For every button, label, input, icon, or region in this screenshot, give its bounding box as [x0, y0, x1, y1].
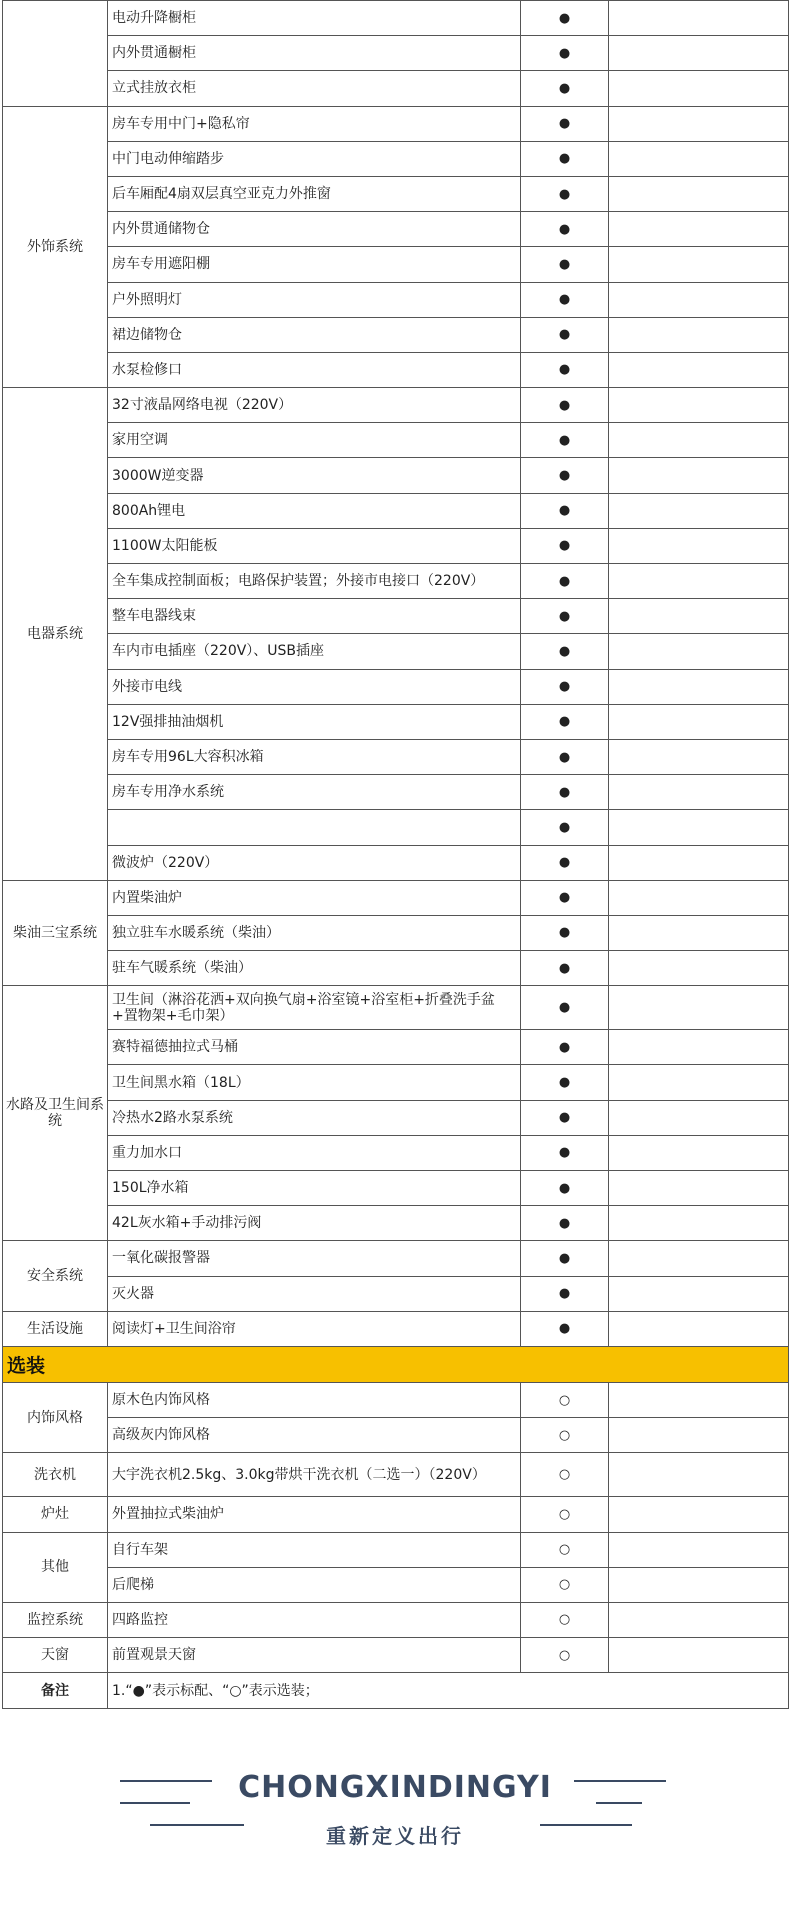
config-mark: ● [521, 212, 609, 247]
config-mark: ● [521, 739, 609, 774]
config-mark: ● [521, 317, 609, 352]
config-mark: ● [521, 352, 609, 387]
config-mark: ● [521, 1241, 609, 1276]
item-cell: 自行车架 [108, 1532, 521, 1567]
item-cell: 户外照明灯 [108, 282, 521, 317]
table-row [3, 880, 789, 915]
table-row [3, 71, 789, 106]
config-mark: ● [521, 599, 609, 634]
item-cell: 冷热水2路水泵系统 [108, 1100, 521, 1135]
config-mark: ● [521, 423, 609, 458]
item-cell: 水泵检修口 [108, 352, 521, 387]
table-row [3, 1638, 789, 1673]
empty-cell [609, 1567, 789, 1602]
note-row [3, 1673, 789, 1709]
empty-cell [609, 1602, 789, 1637]
empty-cell [609, 388, 789, 423]
empty-cell [609, 141, 789, 176]
item-cell: 房车专用96L大容积冰箱 [108, 739, 521, 774]
table-row [3, 1206, 789, 1241]
item-cell: 后爬梯 [108, 1567, 521, 1602]
category-cell: 炉灶 [3, 1497, 108, 1532]
table-row [3, 704, 789, 739]
config-mark: ○ [521, 1602, 609, 1637]
table-row [3, 1311, 789, 1346]
item-cell: 全车集成控制面板；电路保护装置；外接市电接口（220V） [108, 564, 521, 599]
spec-table [2, 0, 789, 1709]
item-cell: 32寸液晶网络电视（220V） [108, 388, 521, 423]
table-row [3, 915, 789, 950]
item-cell: 阅读灯+卫生间浴帘 [108, 1311, 521, 1346]
empty-cell [609, 1206, 789, 1241]
empty-cell [609, 599, 789, 634]
config-mark: ● [521, 1135, 609, 1170]
config-mark: ● [521, 528, 609, 563]
empty-cell [609, 739, 789, 774]
empty-cell [609, 634, 789, 669]
brand-slogan: 重新定义出行 [326, 1824, 464, 1848]
category-cell: 水路及卫生间系统 [3, 986, 108, 1241]
table-row [3, 458, 789, 493]
config-mark: ○ [521, 1418, 609, 1453]
empty-cell [609, 810, 789, 845]
config-mark: ● [521, 1, 609, 36]
table-row [3, 810, 789, 845]
table-row [3, 1100, 789, 1135]
item-cell: 150L净水箱 [108, 1171, 521, 1206]
item-cell: 中门电动伸缩踏步 [108, 141, 521, 176]
config-mark: ● [521, 176, 609, 211]
empty-cell [609, 915, 789, 950]
table-row [3, 388, 789, 423]
item-cell: 四路监控 [108, 1602, 521, 1637]
item-cell: 卫生间黑水箱（18L） [108, 1065, 521, 1100]
table-row [3, 247, 789, 282]
category-cell [3, 1, 108, 107]
empty-cell [609, 247, 789, 282]
table-row [3, 1135, 789, 1170]
table-row [3, 493, 789, 528]
empty-cell [609, 317, 789, 352]
table-row [3, 599, 789, 634]
item-cell: 后车厢配4扇双层真空亚克力外推窗 [108, 176, 521, 211]
table-row [3, 1453, 789, 1497]
empty-cell [609, 1453, 789, 1497]
empty-cell [609, 1, 789, 36]
config-mark: ○ [521, 1453, 609, 1497]
empty-cell [609, 1171, 789, 1206]
config-mark: ● [521, 915, 609, 950]
config-mark: ● [521, 845, 609, 880]
item-cell: 3000W逆变器 [108, 458, 521, 493]
empty-cell [609, 1100, 789, 1135]
empty-cell [609, 986, 789, 1030]
empty-cell [609, 1241, 789, 1276]
config-mark: ● [521, 634, 609, 669]
empty-cell [609, 880, 789, 915]
item-cell: 灭火器 [108, 1276, 521, 1311]
empty-cell [609, 458, 789, 493]
optional-section-header [3, 1346, 789, 1382]
empty-cell [609, 1418, 789, 1453]
config-mark: ● [521, 71, 609, 106]
category-cell: 天窗 [3, 1638, 108, 1673]
table-row [3, 951, 789, 986]
empty-cell [609, 1135, 789, 1170]
item-cell: 外置抽拉式柴油炉 [108, 1497, 521, 1532]
item-cell: 房车专用中门+隐私帘 [108, 106, 521, 141]
table-row [3, 986, 789, 1030]
item-cell: 裙边储物仓 [108, 317, 521, 352]
table-row [3, 352, 789, 387]
empty-cell [609, 1532, 789, 1567]
table-row [3, 176, 789, 211]
config-mark: ● [521, 388, 609, 423]
config-mark: ● [521, 1171, 609, 1206]
item-cell: 微波炉（220V） [108, 845, 521, 880]
empty-cell [609, 71, 789, 106]
item-cell: 内外贯通储物仓 [108, 212, 521, 247]
config-mark: ● [521, 669, 609, 704]
config-mark: ● [521, 106, 609, 141]
table-row [3, 36, 789, 71]
table-row [3, 1602, 789, 1637]
table-row [3, 845, 789, 880]
config-mark: ○ [521, 1532, 609, 1567]
item-cell: 内外贯通橱柜 [108, 36, 521, 71]
item-cell: 电动升降橱柜 [108, 1, 521, 36]
item-cell: 42L灰水箱+手动排污阀 [108, 1206, 521, 1241]
table-row [3, 423, 789, 458]
table-row [3, 1241, 789, 1276]
table-row [3, 282, 789, 317]
item-cell: 重力加水口 [108, 1135, 521, 1170]
config-mark: ● [521, 493, 609, 528]
empty-cell [609, 845, 789, 880]
config-mark: ● [521, 775, 609, 810]
item-cell: 立式挂放衣柜 [108, 71, 521, 106]
config-mark: ● [521, 247, 609, 282]
item-cell: 外接市电线 [108, 669, 521, 704]
item-cell: 800Ah锂电 [108, 493, 521, 528]
config-mark: ● [521, 1206, 609, 1241]
config-mark: ● [521, 1311, 609, 1346]
note-label: 备注 [3, 1673, 108, 1709]
category-cell: 安全系统 [3, 1241, 108, 1311]
item-cell: 12V强排抽油烟机 [108, 704, 521, 739]
empty-cell [609, 423, 789, 458]
config-mark: ● [521, 36, 609, 71]
table-row [3, 1567, 789, 1602]
brand-footer [0, 1720, 790, 1900]
table-row [3, 1171, 789, 1206]
item-cell: 1100W太阳能板 [108, 528, 521, 563]
table-row [3, 106, 789, 141]
empty-cell [609, 1276, 789, 1311]
empty-cell [609, 528, 789, 563]
empty-cell [609, 106, 789, 141]
empty-cell [609, 564, 789, 599]
config-mark: ● [521, 458, 609, 493]
item-cell: 内置柴油炉 [108, 880, 521, 915]
item-cell: 独立驻车水暖系统（柴油） [108, 915, 521, 950]
config-mark: ● [521, 1030, 609, 1065]
empty-cell [609, 1030, 789, 1065]
table-row [3, 317, 789, 352]
config-mark: ● [521, 1065, 609, 1100]
config-mark: ● [521, 880, 609, 915]
empty-cell [609, 36, 789, 71]
empty-cell [609, 669, 789, 704]
item-cell: 房车专用净水系统 [108, 775, 521, 810]
category-cell: 其他 [3, 1532, 108, 1602]
empty-cell [609, 176, 789, 211]
config-mark: ● [521, 282, 609, 317]
table-row [3, 634, 789, 669]
empty-cell [609, 1065, 789, 1100]
table-row [3, 212, 789, 247]
optional-section-title: 选装 [3, 1346, 789, 1382]
table-row [3, 564, 789, 599]
item-cell: 卫生间（淋浴花洒+双向换气扇+浴室镜+浴室柜+折叠洗手盆+置物架+毛巾架） [108, 986, 521, 1030]
category-cell: 柴油三宝系统 [3, 880, 108, 986]
item-cell: 整车电器线束 [108, 599, 521, 634]
category-cell: 洗衣机 [3, 1453, 108, 1497]
item-cell: 房车专用遮阳棚 [108, 247, 521, 282]
empty-cell [609, 951, 789, 986]
item-cell: 家用空调 [108, 423, 521, 458]
category-cell: 外饰系统 [3, 106, 108, 388]
table-row [3, 1030, 789, 1065]
item-cell: 一氧化碳报警器 [108, 1241, 521, 1276]
item-cell: 前置观景天窗 [108, 1638, 521, 1673]
empty-cell [609, 1638, 789, 1673]
config-mark: ● [521, 141, 609, 176]
note-text: 1.“●”表示标配、“○”表示选装； [108, 1673, 789, 1709]
item-cell: 车内市电插座（220V）、USB插座 [108, 634, 521, 669]
empty-cell [609, 704, 789, 739]
empty-cell [609, 1497, 789, 1532]
category-cell: 生活设施 [3, 1311, 108, 1346]
table-row [3, 1065, 789, 1100]
empty-cell [609, 493, 789, 528]
table-row [3, 141, 789, 176]
category-cell: 内饰风格 [3, 1382, 108, 1452]
table-row [3, 739, 789, 774]
config-mark: ● [521, 986, 609, 1030]
empty-cell [609, 1382, 789, 1417]
table-row [3, 669, 789, 704]
item-cell: 原木色内饰风格 [108, 1382, 521, 1417]
table-row [3, 1382, 789, 1417]
table-row [3, 1, 789, 36]
empty-cell [609, 212, 789, 247]
brand-name: CHONGXINDINGYI [238, 1770, 552, 1805]
item-cell: 高级灰内饰风格 [108, 1418, 521, 1453]
config-mark: ○ [521, 1497, 609, 1532]
item-cell: 驻车气暖系统（柴油） [108, 951, 521, 986]
item-cell [108, 810, 521, 845]
config-mark: ● [521, 1100, 609, 1135]
config-mark: ● [521, 810, 609, 845]
config-mark: ● [521, 564, 609, 599]
table-row [3, 1418, 789, 1453]
config-mark: ○ [521, 1382, 609, 1417]
config-mark: ○ [521, 1638, 609, 1673]
empty-cell [609, 352, 789, 387]
config-mark: ● [521, 1276, 609, 1311]
empty-cell [609, 282, 789, 317]
table-row [3, 1532, 789, 1567]
table-row [3, 775, 789, 810]
empty-cell [609, 775, 789, 810]
item-cell: 赛特福德抽拉式马桶 [108, 1030, 521, 1065]
table-row [3, 1276, 789, 1311]
config-mark: ● [521, 951, 609, 986]
config-mark: ○ [521, 1567, 609, 1602]
table-row [3, 1497, 789, 1532]
item-cell: 大宇洗衣机2.5kg、3.0kg带烘干洗衣机（二选一）（220V） [108, 1453, 521, 1497]
config-mark: ● [521, 704, 609, 739]
category-cell: 电器系统 [3, 388, 108, 881]
empty-cell [609, 1311, 789, 1346]
category-cell: 监控系统 [3, 1602, 108, 1637]
table-row [3, 528, 789, 563]
